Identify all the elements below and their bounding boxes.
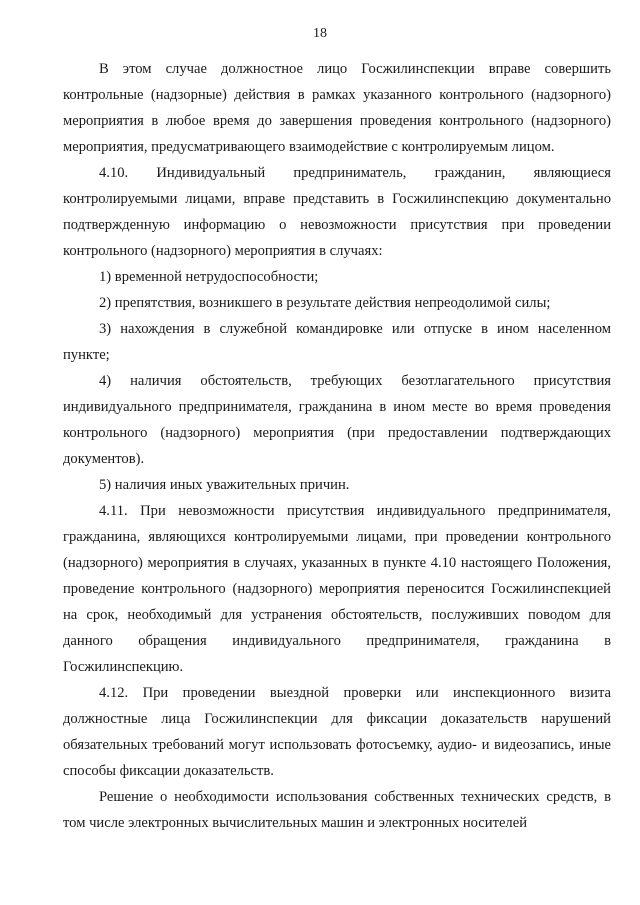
list-item-4: 4) наличия обстоятельств, требующих безотлагательного присутствия индивидуального предпринимателя, гражданина в ином месте во время проведения контрольного (надзорного) мероприятия (при предоставлении подтверждающих документов). [63,373,611,467]
paragraph-control-actions: В этом случае должностное лицо Госжилинспекции вправе совершить контрольные (надзорные) действия в рамках указанного контрольного (надзорного) мероприятия в любое время до завершения проведения контрольного (надзорного) мероприятия, предусматривающего взаимодействие с контролируемым лицом. [63,61,611,155]
list-item-5: 5) наличия иных уважительных причин. [99,477,350,493]
document-body [63,56,611,836]
paragraph-4-12: 4.12. При проведении выездной проверки или инспекционного визита должностные лица Госжилинспекции для фиксации доказательств нарушений обязательных требований могут использовать фотосъемку, аудио- и видеозапись, иные способы фиксации доказательств. [63,685,611,779]
list-item-2: 2) препятствия, возникшего в результате действия непреодолимой силы; [99,295,551,311]
paragraph-technical-means: Решение о необходимости использования собственных технических средств, в том числе электронных вычислительных машин и электронных носителей [63,789,611,831]
list-item-1: 1) временной нетрудоспособности; [99,269,319,285]
list-item-3: 3) нахождения в служебной командировке или отпуске в ином населенном пункте; [63,321,611,363]
paragraph-4-11: 4.11. При невозможности присутствия индивидуального предпринимателя, гражданина, являющихся контролируемыми лицами, при проведении контрольного (надзорного) мероприятия в случаях, указанных в пункте 4.10 настоящего Положения, проведение контрольного (надзорного) мероприятия переносится Госжилинспекцией на срок, необходимый для устранения обстоятельств, послуживших поводом для данного обращения индивидуального предпринимателя, гражданина в Госжилинспекцию. [63,503,611,675]
page-number: 18 [313,26,327,41]
paragraph-4-10: 4.10. Индивидуальный предприниматель, гражданин, являющиеся контролируемыми лицами, вправе представить в Госжилинспекцию документально подтвержденную информацию о невозможности присутствия при проведении контрольного (надзорного) мероприятия в случаях: [63,165,611,259]
